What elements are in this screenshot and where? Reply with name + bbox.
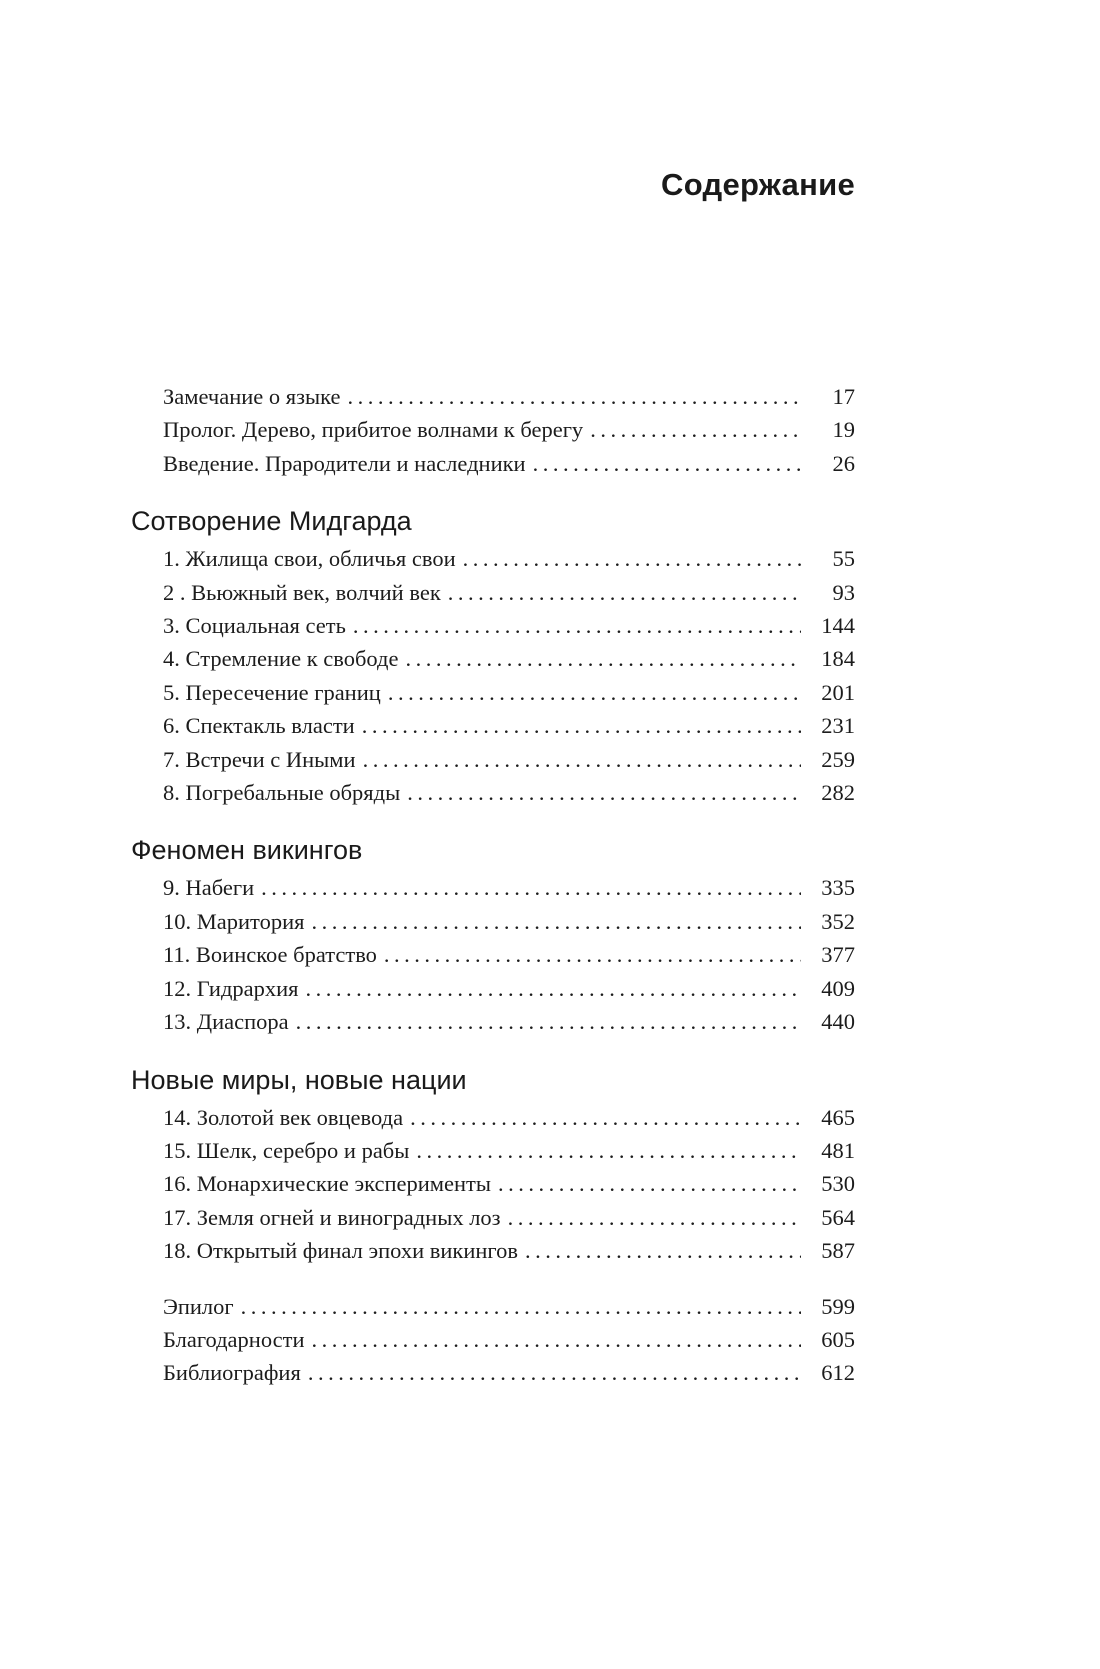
toc-entry-label: 8. Погребальные обряды [163,780,401,806]
toc-entry-label: 11. Воинское братство [163,942,377,968]
toc-entry [131,1234,855,1267]
toc-entry [131,1101,855,1134]
toc-entry-label: 18. Открытый финал эпохи викингов [163,1238,518,1264]
section-heading: Новые миры, новые нации [131,1064,467,1095]
dot-leader [261,871,801,904]
toc-entry-label: 12. Гидрархия [163,975,299,1001]
toc-entry [131,743,855,776]
toc-entry-page: 352 [821,908,855,934]
toc-entry-label: 4. Стремление к свободе [163,646,399,672]
dot-leader [463,542,801,575]
section-heading: Сотворение Мидгарда [131,506,412,537]
back-matter-list [131,1290,855,1390]
dot-leader [348,380,801,413]
dot-leader [416,1134,801,1167]
toc-entry-label: Замечание о языке [163,384,341,409]
toc-section [131,1059,855,1268]
dot-leader [296,1005,801,1038]
toc-entry-label: 17. Земля огней и виноградных лоз [163,1204,501,1230]
toc-entry [131,938,855,971]
toc-entry-page: 17 [832,384,855,409]
toc-entry-page: 231 [821,713,855,739]
toc-entry-label: 3. Социальная сеть [163,613,346,639]
dot-leader [405,642,801,675]
dot-leader [590,413,801,446]
toc-entry [131,972,855,1005]
toc-entry-label: Эпилог [163,1293,234,1319]
toc-entry [131,413,855,446]
toc-entry-page: 377 [821,942,855,968]
toc-entry-page: 93 [832,579,855,605]
dot-leader [410,1101,801,1134]
toc-entry-label: 6. Спектакль власти [163,713,355,739]
toc-entry [131,447,855,480]
toc-entry [131,1323,855,1356]
toc-entry [131,380,855,413]
toc-entry [131,1134,855,1167]
toc-entry [131,1356,855,1389]
toc-entry-page: 19 [832,417,855,443]
toc-entry-page: 465 [821,1104,855,1130]
dot-leader [362,709,801,742]
dot-leader [353,609,801,642]
toc-entry-label: 5. Пересечение границ [163,679,381,705]
toc-entry-page: 335 [821,875,855,901]
toc-entry [131,609,855,642]
toc-entry-page: 605 [821,1326,855,1352]
toc-entry [131,1290,855,1323]
toc-entry-page: 599 [821,1293,855,1319]
toc-entry-label: 14. Золотой век овцевода [163,1104,404,1130]
toc-section [131,500,855,809]
toc-entry [131,1005,855,1038]
toc-entry [131,676,855,709]
toc-entry [131,542,855,575]
toc-entry-label: 13. Диаспора [163,1009,289,1035]
toc-entry-page: 564 [821,1204,855,1230]
table-of-contents [131,380,855,1390]
toc-entry-page: 612 [821,1360,855,1386]
toc-entry [131,576,855,609]
toc-entry-page: 184 [821,646,855,672]
toc-entry-page: 144 [821,613,855,639]
toc-entry-page: 440 [821,1009,855,1035]
toc-entry [131,1167,855,1200]
dot-leader [508,1201,801,1234]
toc-entry-label: Пролог. Дерево, прибитое волнами к берегу [163,417,584,443]
dot-leader [407,776,801,809]
dot-leader [311,905,801,938]
toc-entry-label: Библиография [163,1360,301,1386]
dot-leader [312,1323,801,1356]
toc-entry [131,776,855,809]
dot-leader [388,676,801,709]
toc-entry-label: Введение. Прародители и наследники [163,450,526,476]
dot-leader [533,447,801,480]
sections-list [131,500,855,1267]
toc-entry-label: 16. Монархические эксперименты [163,1171,491,1197]
toc-entry-page: 259 [821,746,855,772]
dot-leader [308,1356,801,1389]
dot-leader [448,576,801,609]
toc-entry-label: Благодарности [163,1326,305,1352]
toc-entry-label: 1. Жилища свои, обличья свои [163,546,456,572]
dot-leader [525,1234,801,1267]
toc-entry-label: 7. Встречи с Иными [163,746,356,772]
toc-entry-page: 530 [821,1171,855,1197]
toc-entry-label: 2 . Вьюжный век, волчий век [163,579,441,605]
dot-leader [384,938,801,971]
toc-entry [131,871,855,904]
toc-entry-page: 26 [832,450,855,476]
toc-entry [131,709,855,742]
section-heading: Феномен викингов [131,835,363,866]
dot-leader [241,1290,801,1323]
toc-entry-page: 587 [821,1238,855,1264]
toc-section [131,829,855,1038]
dot-leader [306,972,801,1005]
dot-leader [363,743,801,776]
toc-entry [131,1201,855,1234]
page-title: Содержание [661,167,855,202]
toc-entry [131,642,855,675]
toc-entry-page: 201 [821,679,855,705]
toc-entry-page: 55 [832,546,855,572]
toc-entry-page: 282 [821,780,855,806]
toc-entry-page: 481 [821,1137,855,1163]
toc-entry-label: 15. Шелк, серебро и рабы [163,1137,410,1163]
dot-leader [498,1167,801,1200]
front-matter-list [131,380,855,480]
toc-entry [131,905,855,938]
toc-entry-label: 10. Маритория [163,908,305,934]
toc-entry-page: 409 [821,975,855,1001]
toc-entry-label: 9. Набеги [163,875,255,901]
